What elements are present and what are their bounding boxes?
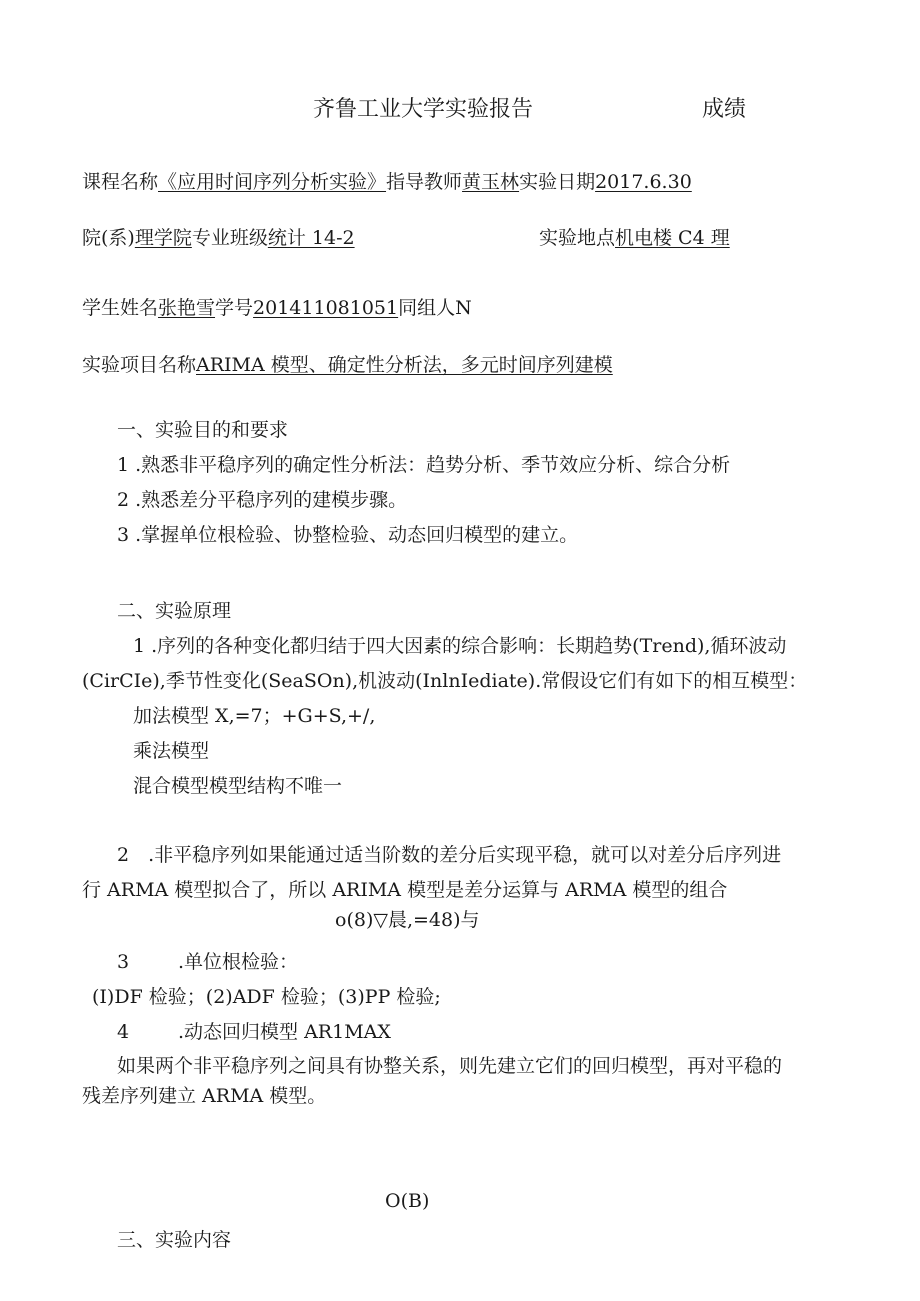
section2-p5-line1: 如果两个非平稳序列之间具有协整关系，则先建立它们的回归模型，再对平稳的 xyxy=(117,1055,783,1077)
section1-item-2: 2 .熟悉差分平稳序列的建模步骤。 xyxy=(117,489,408,511)
section2-p1-line1: 1 .序列的各种变化都归结于四大因素的综合影响：长期趋势(Trend),循环波动 xyxy=(133,635,787,657)
student-value: 张艳雪 xyxy=(158,297,216,319)
section2-p3-items: (I)DF 检验；(2)ADF 检验；(3)PP 检验; xyxy=(92,986,441,1008)
section2-p3-text: .单位根检验： xyxy=(178,951,299,973)
section2-p3-num: 3 xyxy=(117,951,130,973)
class-value: 统计 14-2 xyxy=(267,227,355,249)
project-line xyxy=(82,353,613,377)
dept-label: 院(系) xyxy=(82,227,135,249)
section3-heading: 三、实验内容 xyxy=(117,1229,232,1251)
location-line xyxy=(539,226,730,250)
date-value: 2017.6.30 xyxy=(595,171,692,193)
teacher-label: 指导教师 xyxy=(386,171,463,193)
class-label: 专业班级 xyxy=(191,227,268,249)
id-value: 201411081051 xyxy=(253,297,399,319)
partner-value: N xyxy=(455,297,472,319)
teacher-value: 黄玉林 xyxy=(462,171,520,193)
dept-line xyxy=(82,226,355,250)
section2-p2-line1: 2 .非平稳序列如果能通过适当阶数的差分后实现平稳，就可以对差分后序列进 xyxy=(117,844,782,866)
multiplicative-model: 乘法模型 xyxy=(133,740,210,762)
mixed-model: 混合模型模型结构不唯一 xyxy=(133,775,343,797)
section1-item-3: 3 .掌握单位根检验、协整检验、动态回归模型的建立。 xyxy=(117,524,579,546)
formula-ob: O(B) xyxy=(385,1190,430,1212)
student-label: 学生姓名 xyxy=(82,297,159,319)
section2-p4-num: 4 xyxy=(117,1021,130,1043)
location-label: 实验地点 xyxy=(539,227,616,249)
course-label: 课程名称 xyxy=(82,171,159,193)
course-line xyxy=(82,170,692,194)
course-value: 《应用时间序列分析实验》 xyxy=(158,171,387,193)
project-label: 实验项目名称 xyxy=(82,354,197,376)
student-line xyxy=(82,296,472,320)
arima-formula: o(8)▽晨,=48)与 xyxy=(335,909,480,931)
section2-heading: 二、实验原理 xyxy=(117,600,232,622)
section1-item-1: 1 .熟悉非平稳序列的确定性分析法：趋势分析、季节效应分析、综合分析 xyxy=(117,454,731,476)
id-label: 学号 xyxy=(215,297,254,319)
section2-p4-text: .动态回归模型 AR1MAX xyxy=(178,1021,391,1043)
section2-p2-line2: 行 ARMA 模型拟合了，所以 ARIMA 模型是差分运算与 ARMA 模型的组合 xyxy=(82,879,728,901)
additive-model: 加法模型 X,=7；+G+S,+/, xyxy=(133,705,376,727)
section2-p5-line2: 残差序列建立 ARMA 模型。 xyxy=(82,1085,327,1107)
location-value: 机电楼 C4 理 xyxy=(615,227,730,249)
section1-heading: 一、实验目的和要求 xyxy=(117,419,289,441)
date-label: 实验日期 xyxy=(519,171,596,193)
dept-value: 理学院 xyxy=(134,227,192,249)
section2-p1-line2: (CirCIe),季节性变化(SeaSOn),机波动(InlnIediate).常假设它们有如下的相互模型： xyxy=(82,670,808,692)
report-title: 齐鲁工业大学实验报告 xyxy=(313,97,534,122)
project-value: ARIMA 模型、确定性分析法，多元时间序列建模 xyxy=(196,354,613,376)
grade-label: 成绩 xyxy=(702,97,747,122)
partner-label: 同组人 xyxy=(398,297,456,319)
